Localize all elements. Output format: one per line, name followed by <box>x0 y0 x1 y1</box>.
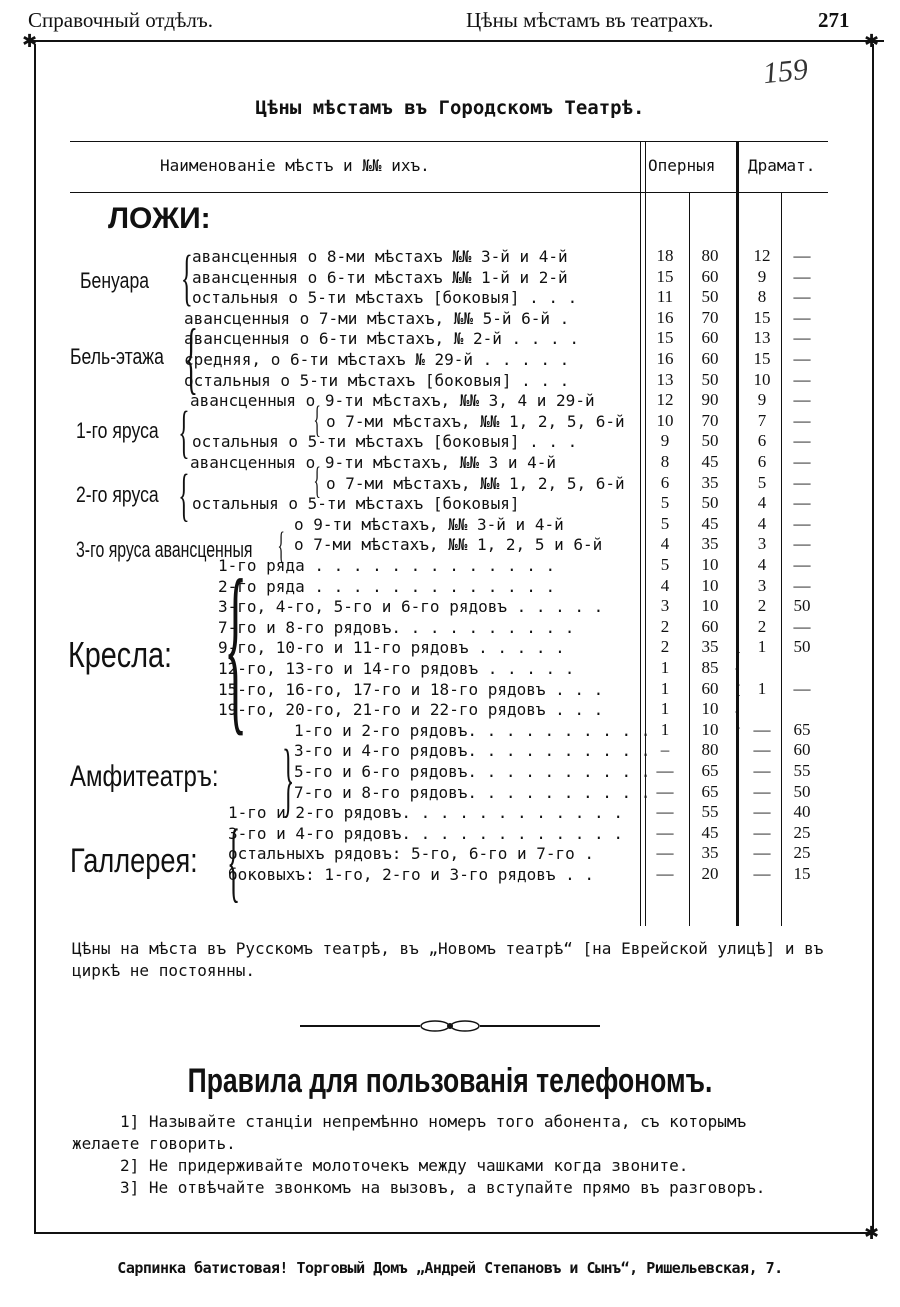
price-cell-o2: 45 <box>701 452 719 471</box>
rule-item: 3] Не отвѣчайте звонкомъ на вызовъ, а вступайте прямо въ разговоръ. <box>120 1178 766 1197</box>
star-ornament-icon: ✱ <box>864 1223 880 1244</box>
price-cell-o2: 35 <box>701 637 719 657</box>
star-ornament-icon: ✱ <box>864 31 880 52</box>
table-row-label: 3-го и 4-го рядовъ. . . . . . . . . . . . <box>228 823 623 843</box>
price-cell-o1: 5 <box>660 555 670 574</box>
price-cell-d2: — <box>793 287 811 307</box>
table-row-label: остальныя о 5-ти мѣстахъ [боковыя] <box>192 494 520 514</box>
price-cell-d2: 25 <box>793 843 811 863</box>
table-row-label: авансценныя о 6-ти мѣстахъ №№ 1-й и 2-й <box>192 267 568 287</box>
brace: { <box>313 460 321 502</box>
table-row-label: остальныхъ рядовъ: 5-го, 6-го и 7-го . <box>228 844 595 864</box>
price-cell-d2: 60 <box>793 740 811 760</box>
subgroup-label: Бенуара <box>80 268 150 293</box>
price-cell-d1: — <box>753 864 771 883</box>
price-cell-d2: — <box>793 349 811 368</box>
table-row-label: 3-го и 4-го рядовъ. . . . . . . . . . <box>294 741 651 761</box>
brace: { <box>734 687 741 732</box>
price-cell-d1: — <box>753 843 771 863</box>
price-cell-d2: 40 <box>793 802 811 822</box>
price-cell-d2: — <box>793 431 811 451</box>
column-header-opera: Оперныя <box>648 156 716 175</box>
table-title: Цѣны мѣстамъ въ Городскомъ Театрѣ. <box>255 97 645 119</box>
column-rule <box>736 141 739 926</box>
price-cell-o1: 18 <box>656 246 674 265</box>
price-cell-o1: — <box>656 864 674 883</box>
price-cell-o2: 70 <box>701 307 719 327</box>
column-rule <box>640 141 641 926</box>
price-cell-d1: 1 <box>757 678 767 698</box>
price-cell-d1: 15 <box>753 349 771 368</box>
table-row-label: 2-го ряда . . . . . . . . . . . . . <box>218 576 556 596</box>
price-cell-o1: 2 <box>660 616 670 636</box>
price-cell-d1: — <box>753 802 771 822</box>
subgroup-label: 1-го яруса <box>76 418 159 443</box>
price-cell-o1: — <box>656 843 674 863</box>
price-cell-d2: 55 <box>793 761 811 780</box>
price-cell-o2: 55 <box>701 802 719 822</box>
subgroup-label: 2-го яруса <box>76 482 159 507</box>
price-cell-d1: 12 <box>753 246 771 265</box>
price-cell-o1: 11 <box>656 287 674 307</box>
price-cell-d2: — <box>793 575 811 595</box>
price-cell-o1: 13 <box>656 369 674 389</box>
price-cell-d2: — <box>793 493 811 513</box>
price-cell-d2: — <box>793 616 811 636</box>
table-row-label: боковыхъ: 1-го, 2-го и 3-го рядовъ . . <box>228 865 595 884</box>
price-cell-o2: 10 <box>701 555 719 574</box>
brace: { <box>184 314 198 402</box>
price-cell-o2: 80 <box>701 246 719 265</box>
price-cell-d1: — <box>753 719 771 739</box>
table-row-label: 9-го, 10-го и 11-го рядовъ . . . . . <box>218 638 565 658</box>
price-cell-o1: 16 <box>656 307 674 327</box>
table-row-label: 12-го, 13-го и 14-го рядовъ . . . . . <box>218 659 575 678</box>
price-cell-o2: 60 <box>701 266 719 286</box>
price-cell-d1: 10 <box>753 369 771 389</box>
price-cell-o1: – <box>660 740 670 760</box>
subgroup-label: 3-го яруса авансценныя <box>76 537 253 562</box>
price-cell-o1: 8 <box>660 452 670 471</box>
price-cell-d1: 7 <box>757 410 767 430</box>
price-cell-d2: — <box>793 472 811 492</box>
price-cell-o1: — <box>656 761 674 780</box>
price-cell-o2: 70 <box>701 410 719 430</box>
table-row-label: авансценныя о 8-ми мѣстахъ №№ 3-й и 4-й <box>192 247 568 266</box>
table-row-label: остальныя о 5-ти мѣстахъ [боковыя] . . . <box>192 288 578 308</box>
price-cell-o1: 12 <box>656 390 674 410</box>
price-cell-o1: 3 <box>660 596 670 616</box>
price-cell-d1: 8 <box>757 287 767 307</box>
price-cell-o2: 50 <box>701 431 719 451</box>
group-label-gallery: Галлерея: <box>70 842 198 880</box>
price-cell-d2: — <box>793 266 811 286</box>
price-cell-d1: 1 <box>757 637 767 657</box>
price-cell-d2: — <box>793 369 811 389</box>
table-row-label: авансценныя о 9-ти мѣстахъ, №№ 3, 4 и 29-й <box>190 391 595 411</box>
price-cell-d2: 50 <box>793 781 811 801</box>
price-cell-o1: 1 <box>660 678 670 698</box>
price-cell-d1: — <box>753 761 771 780</box>
price-cell-o1: 1 <box>660 658 670 677</box>
price-cell-d1: 5 <box>757 472 767 492</box>
page-number: 271 <box>818 8 850 32</box>
price-cell-d2: 50 <box>793 596 811 616</box>
price-cell-o1: 5 <box>660 493 670 513</box>
price-cell-d2: 15 <box>793 864 811 883</box>
table-row-label: 5-го и 6-го рядовъ. . . . . . . . . . <box>294 762 651 781</box>
table-row-label: о 7-ми мѣстахъ, №№ 1, 2, 5 и 6-й <box>294 535 603 555</box>
price-cell-d1: 4 <box>757 493 767 513</box>
price-cell-d2: — <box>793 555 811 574</box>
brace: { <box>178 399 190 464</box>
price-cell-o1: 9 <box>660 431 670 451</box>
price-cell-d2: — <box>793 534 811 554</box>
table-row-label: авансценныя о 9-ти мѣстахъ, №№ 3 и 4-й <box>190 453 557 472</box>
price-cell-d2: — <box>793 452 811 471</box>
price-cell-d1: 2 <box>757 596 767 616</box>
header-rule <box>28 40 884 42</box>
price-cell-d2: — <box>793 328 811 348</box>
price-cell-o2: 10 <box>701 719 719 739</box>
table-row-label: 7-го и 8-го рядовъ. . . . . . . . . . <box>294 782 651 802</box>
price-cell-d1: 3 <box>757 575 767 595</box>
handwritten-note: 159 <box>761 52 810 91</box>
table-row-label: 1-го и 2-го рядовъ. . . . . . . . . . <box>294 720 651 740</box>
price-cell-o1: 2 <box>660 637 670 657</box>
price-cell-d2: 25 <box>793 822 811 842</box>
price-cell-d2: — <box>793 307 811 327</box>
price-cell-d2: — <box>793 678 811 698</box>
price-cell-d2: — <box>793 246 811 265</box>
brace: { <box>227 812 241 911</box>
rule-item: 2] Не придерживайте молоточекъ между чашками когда звоните. <box>120 1156 689 1175</box>
price-cell-o2: 10 <box>701 699 719 719</box>
table-row-label: остальныя о 5-ти мѣстахъ [боковыя] . . . <box>184 370 570 390</box>
price-cell-d1: 9 <box>757 390 767 410</box>
brace: { <box>180 244 193 312</box>
rule-item: 1] Называйте станцiи непремѣнно номеръ того абонента, съ которымъ <box>120 1112 747 1131</box>
footer-advertisement: Сарпинка батистовая! Торговый Домъ „Андрей Степановъ и Сынъ“, Ришельевская, 7. <box>117 1259 783 1277</box>
price-cell-o2: 60 <box>701 616 719 636</box>
price-cell-o1: — <box>656 822 674 842</box>
price-cell-d2: — <box>793 513 811 533</box>
table-row-label: средняя, о 6-ти мѣстахъ № 29-й . . . . . <box>184 350 570 369</box>
decorative-ornament <box>300 1016 600 1036</box>
running-header-title: Цѣны мѣстамъ въ театрахъ. <box>466 8 714 32</box>
price-cell-d1: 9 <box>757 266 767 286</box>
rule-item: желаете говорить. <box>72 1134 236 1153</box>
price-cell-o1: 6 <box>660 472 670 492</box>
price-cell-o1: 1 <box>660 699 670 719</box>
price-cell-o2: 45 <box>701 822 719 842</box>
price-cell-d1: 4 <box>757 555 767 574</box>
price-cell-o2: 10 <box>701 596 719 616</box>
price-cell-d1: — <box>753 740 771 760</box>
theatre-note: Цѣны на мѣста въ Русскомъ театрѣ, въ „Новомъ театрѣ“ [на Еврейской улицѣ] и въ циркѣ не постоянны. <box>72 939 824 980</box>
price-cell-d1: 3 <box>757 534 767 554</box>
price-cell-o2: 65 <box>701 761 719 780</box>
table-row-label: о 9-ти мѣстахъ, №№ 3-й и 4-й <box>294 514 564 534</box>
price-cell-d1: 13 <box>753 328 771 348</box>
price-cell-d1: 2 <box>757 616 767 636</box>
price-cell-d1: 15 <box>753 307 771 327</box>
table-row-label: 7-го и 8-го рядовъ. . . . . . . . . . <box>218 617 575 637</box>
price-cell-d2: 50 <box>793 637 811 657</box>
group-label-amphitheatre: Амфитеатръ: <box>70 760 219 793</box>
price-cell-d1: 4 <box>757 513 767 533</box>
price-cell-o2: 85 <box>701 658 719 677</box>
brace: } <box>282 733 295 826</box>
price-cell-o1: — <box>656 802 674 822</box>
price-cell-d2: — <box>793 410 811 430</box>
price-cell-o2: 80 <box>701 740 719 760</box>
price-cell-o2: 10 <box>701 575 719 595</box>
price-cell-d2: — <box>793 390 811 410</box>
subgroup-label: Бель-этажа <box>70 344 164 369</box>
price-cell-o2: 50 <box>701 287 719 307</box>
table-row-label: 1-го ряда . . . . . . . . . . . . . <box>218 556 556 575</box>
table-row-label: 15-го, 16-го, 17-го и 18-го рядовъ . . . <box>218 679 604 699</box>
price-cell-o2: 35 <box>701 843 719 863</box>
price-cell-o2: 20 <box>701 864 719 883</box>
price-cell-d2: 65 <box>793 719 811 739</box>
group-label-armchairs: Кресла: <box>68 634 173 675</box>
brace: { <box>224 542 248 752</box>
price-cell-o1: 4 <box>660 534 670 554</box>
price-cell-o2: 65 <box>701 781 719 801</box>
running-header-section: Справочный отдѣлъ. <box>28 8 213 32</box>
price-cell-o2: 60 <box>701 328 719 348</box>
price-cell-o2: 50 <box>701 493 719 513</box>
table-row-label: 1-го и 2-го рядовъ. . . . . . . . . . . . <box>228 803 623 823</box>
price-cell-o1: 10 <box>656 410 674 430</box>
table-row-label: остальныя о 5-ти мѣстахъ [боковыя] . . . <box>192 432 578 452</box>
table-row-label: о 7-ми мѣстахъ, №№ 1, 2, 5, 6-й <box>326 411 625 431</box>
table-row-label: авансценныя о 6-ти мѣстахъ, № 2-й . . . . <box>184 329 579 349</box>
table-row-label: 3-го, 4-го, 5-го и 6-го рядовъ . . . . . <box>218 597 604 617</box>
column-header-places: Наименованiе мѣстъ и №№ ихъ. <box>160 156 430 175</box>
price-cell-d1: — <box>753 822 771 842</box>
brace: { <box>313 399 321 441</box>
price-cell-d1: 6 <box>757 452 767 471</box>
table-top-rule <box>70 141 828 142</box>
price-cell-o2: 60 <box>701 349 719 368</box>
table-row-label: авансценныя о 7-ми мѣстахъ, №№ 5-й 6-й . <box>184 308 570 328</box>
star-ornament-icon: ✱ <box>22 31 38 52</box>
price-cell-o2: 35 <box>701 472 719 492</box>
price-cell-o1: 16 <box>656 349 674 368</box>
price-cell-o2: 35 <box>701 534 719 554</box>
column-header-drama: Драмат. <box>748 156 816 175</box>
table-header-rule <box>70 192 828 193</box>
brace: { <box>178 462 190 527</box>
price-cell-o1: 15 <box>656 328 674 348</box>
price-cell-o1: 5 <box>660 513 670 533</box>
rules-title: Правила для пользованiя телефономъ. <box>187 1062 713 1100</box>
group-label-loges: ЛОЖИ: <box>108 202 211 235</box>
price-cell-o2: 60 <box>701 678 719 698</box>
table-row-label: о 7-ми мѣстахъ, №№ 1, 2, 5, 6-й <box>326 473 625 493</box>
brace: { <box>277 525 285 567</box>
price-cell-o2: 90 <box>701 390 719 410</box>
price-cell-d1: 6 <box>757 431 767 451</box>
price-cell-o1: 15 <box>656 266 674 286</box>
price-cell-o1: 4 <box>660 575 670 595</box>
price-cell-d1: — <box>753 781 771 801</box>
brace: { <box>734 644 741 689</box>
table-row-label: 19-го, 20-го, 21-го и 22-го рядовъ . . . <box>218 700 604 720</box>
price-cell-o2: 45 <box>701 513 719 533</box>
price-cell-o1: 1 <box>660 719 670 739</box>
price-cell-o1: — <box>656 781 674 801</box>
price-cell-o2: 50 <box>701 369 719 389</box>
